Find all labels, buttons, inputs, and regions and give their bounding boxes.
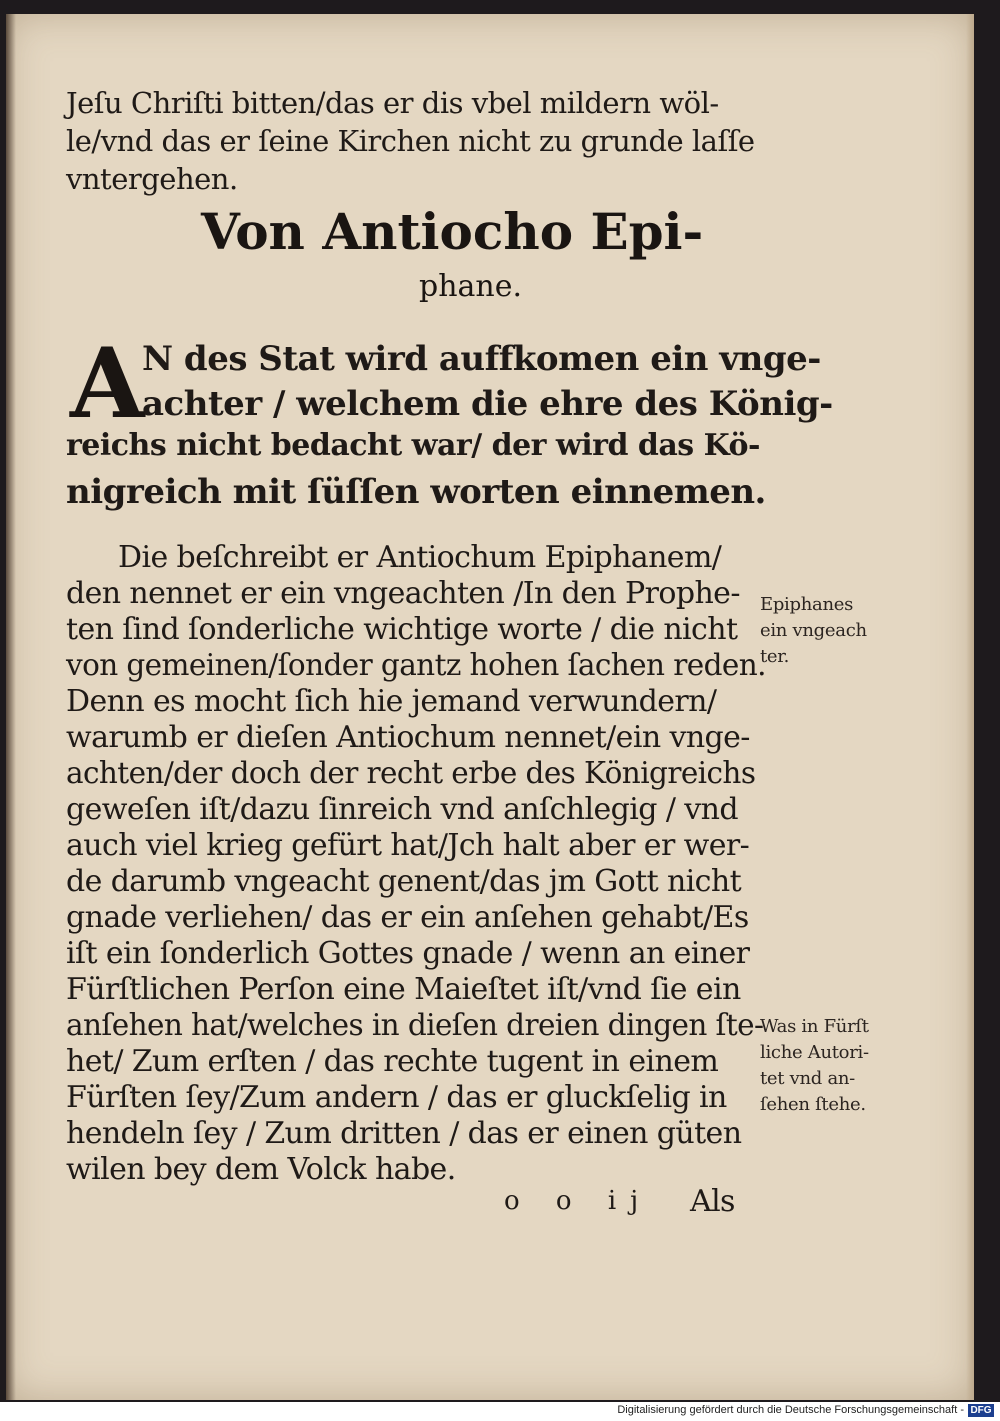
top-line-1: Jeſu Chriſti bitten/das er dis vbel mildern wöl- — [66, 86, 719, 120]
quote-line-3: reichs nicht bedacht war/ der wird das Kö- — [66, 428, 761, 463]
quote-line-2: achter / welchem die ehre des König- — [142, 384, 833, 424]
top-line-2: le/vnd das er ſeine Kirchen nicht zu grunde laſſe — [66, 124, 755, 158]
margin-note-2-line-1: Was in Fürſt — [760, 1016, 869, 1037]
drop-cap-initial: A — [70, 327, 145, 440]
quote-line-1: N des Stat wird auffkomen ein vnge- — [142, 339, 821, 379]
body-line-13: Fürſtlichen Perſon eine Maieſtet iſt/vnd ſie ein — [66, 972, 741, 1007]
dfg-logo[interactable]: DFG — [968, 1404, 994, 1417]
body-line-2: den nennet er ein vngeachten /In den Prophe- — [66, 576, 740, 611]
section-heading-continuation: phane. — [419, 269, 523, 304]
section-heading: Von Antiocho Epi- — [201, 202, 704, 261]
body-line-18: wilen bey dem Volck habe. — [66, 1152, 456, 1187]
body-line-4: von gemeinen/ſonder gantz hohen ſachen reden. — [66, 648, 766, 682]
body-line-5: Denn es mocht ſich hie jemand verwundern/ — [66, 684, 717, 719]
body-line-7: achten/der doch der recht erbe des Königreichs — [66, 756, 756, 790]
page-edge-shadow — [6, 14, 16, 1400]
book-page — [6, 14, 974, 1400]
body-line-11: gnade verliehen/ das er ein anſehen gehabt/Es — [66, 900, 749, 935]
margin-note-1-line-3: ter. — [760, 646, 790, 667]
funding-credit: Digitalisierung gefördert durch die Deutsche Forschungsgemeinschaft - — [617, 1404, 964, 1416]
body-line-9: auch viel krieg gefürt hat/Jch halt aber er wer- — [66, 828, 750, 863]
body-line-14: anſehen hat/welches in dieſen dreien dingen ſte- — [66, 1008, 764, 1042]
body-line-1: Die beſchreibt er Antiochum Epiphanem/ — [118, 540, 722, 575]
signature-mark: o o ij — [504, 1186, 653, 1216]
quote-line-4: nigreich mit ſüſſen worten einnemen. — [66, 472, 766, 512]
margin-note-2-line-2: liche Autori- — [760, 1042, 869, 1063]
body-line-3: ten ſind ſonderliche wichtige worte / die nicht — [66, 612, 738, 647]
body-line-17: hendeln ſey / Zum dritten / das er einen güten — [66, 1116, 742, 1151]
body-line-15: het/ Zum erſten / das rechte tugent in einem — [66, 1044, 719, 1079]
body-line-6: warumb er dieſen Antiochum nennet/ein vnge- — [66, 720, 750, 755]
body-line-10: de darumb vngeacht genent/das jm Gott nicht — [66, 864, 742, 899]
margin-note-2-line-3: tet vnd an- — [760, 1068, 855, 1089]
page-right-shadow — [966, 14, 974, 1400]
catchword: Als — [690, 1184, 735, 1219]
margin-note-2-line-4: ſehen ſtehe. — [760, 1094, 866, 1115]
body-line-8: geweſen iſt/dazu ſinreich vnd anſchlegig / vnd — [66, 792, 738, 827]
margin-note-1-line-2: ein vngeach — [760, 620, 867, 641]
top-line-3: vntergehen. — [66, 162, 238, 196]
margin-note-1-line-1: Epiphanes — [760, 594, 854, 615]
body-line-12: iſt ein ſonderlich Gottes gnade / wenn an einer — [66, 936, 750, 971]
body-line-16: Fürſten ſey/Zum andern / das er gluckſelig in — [66, 1080, 727, 1115]
